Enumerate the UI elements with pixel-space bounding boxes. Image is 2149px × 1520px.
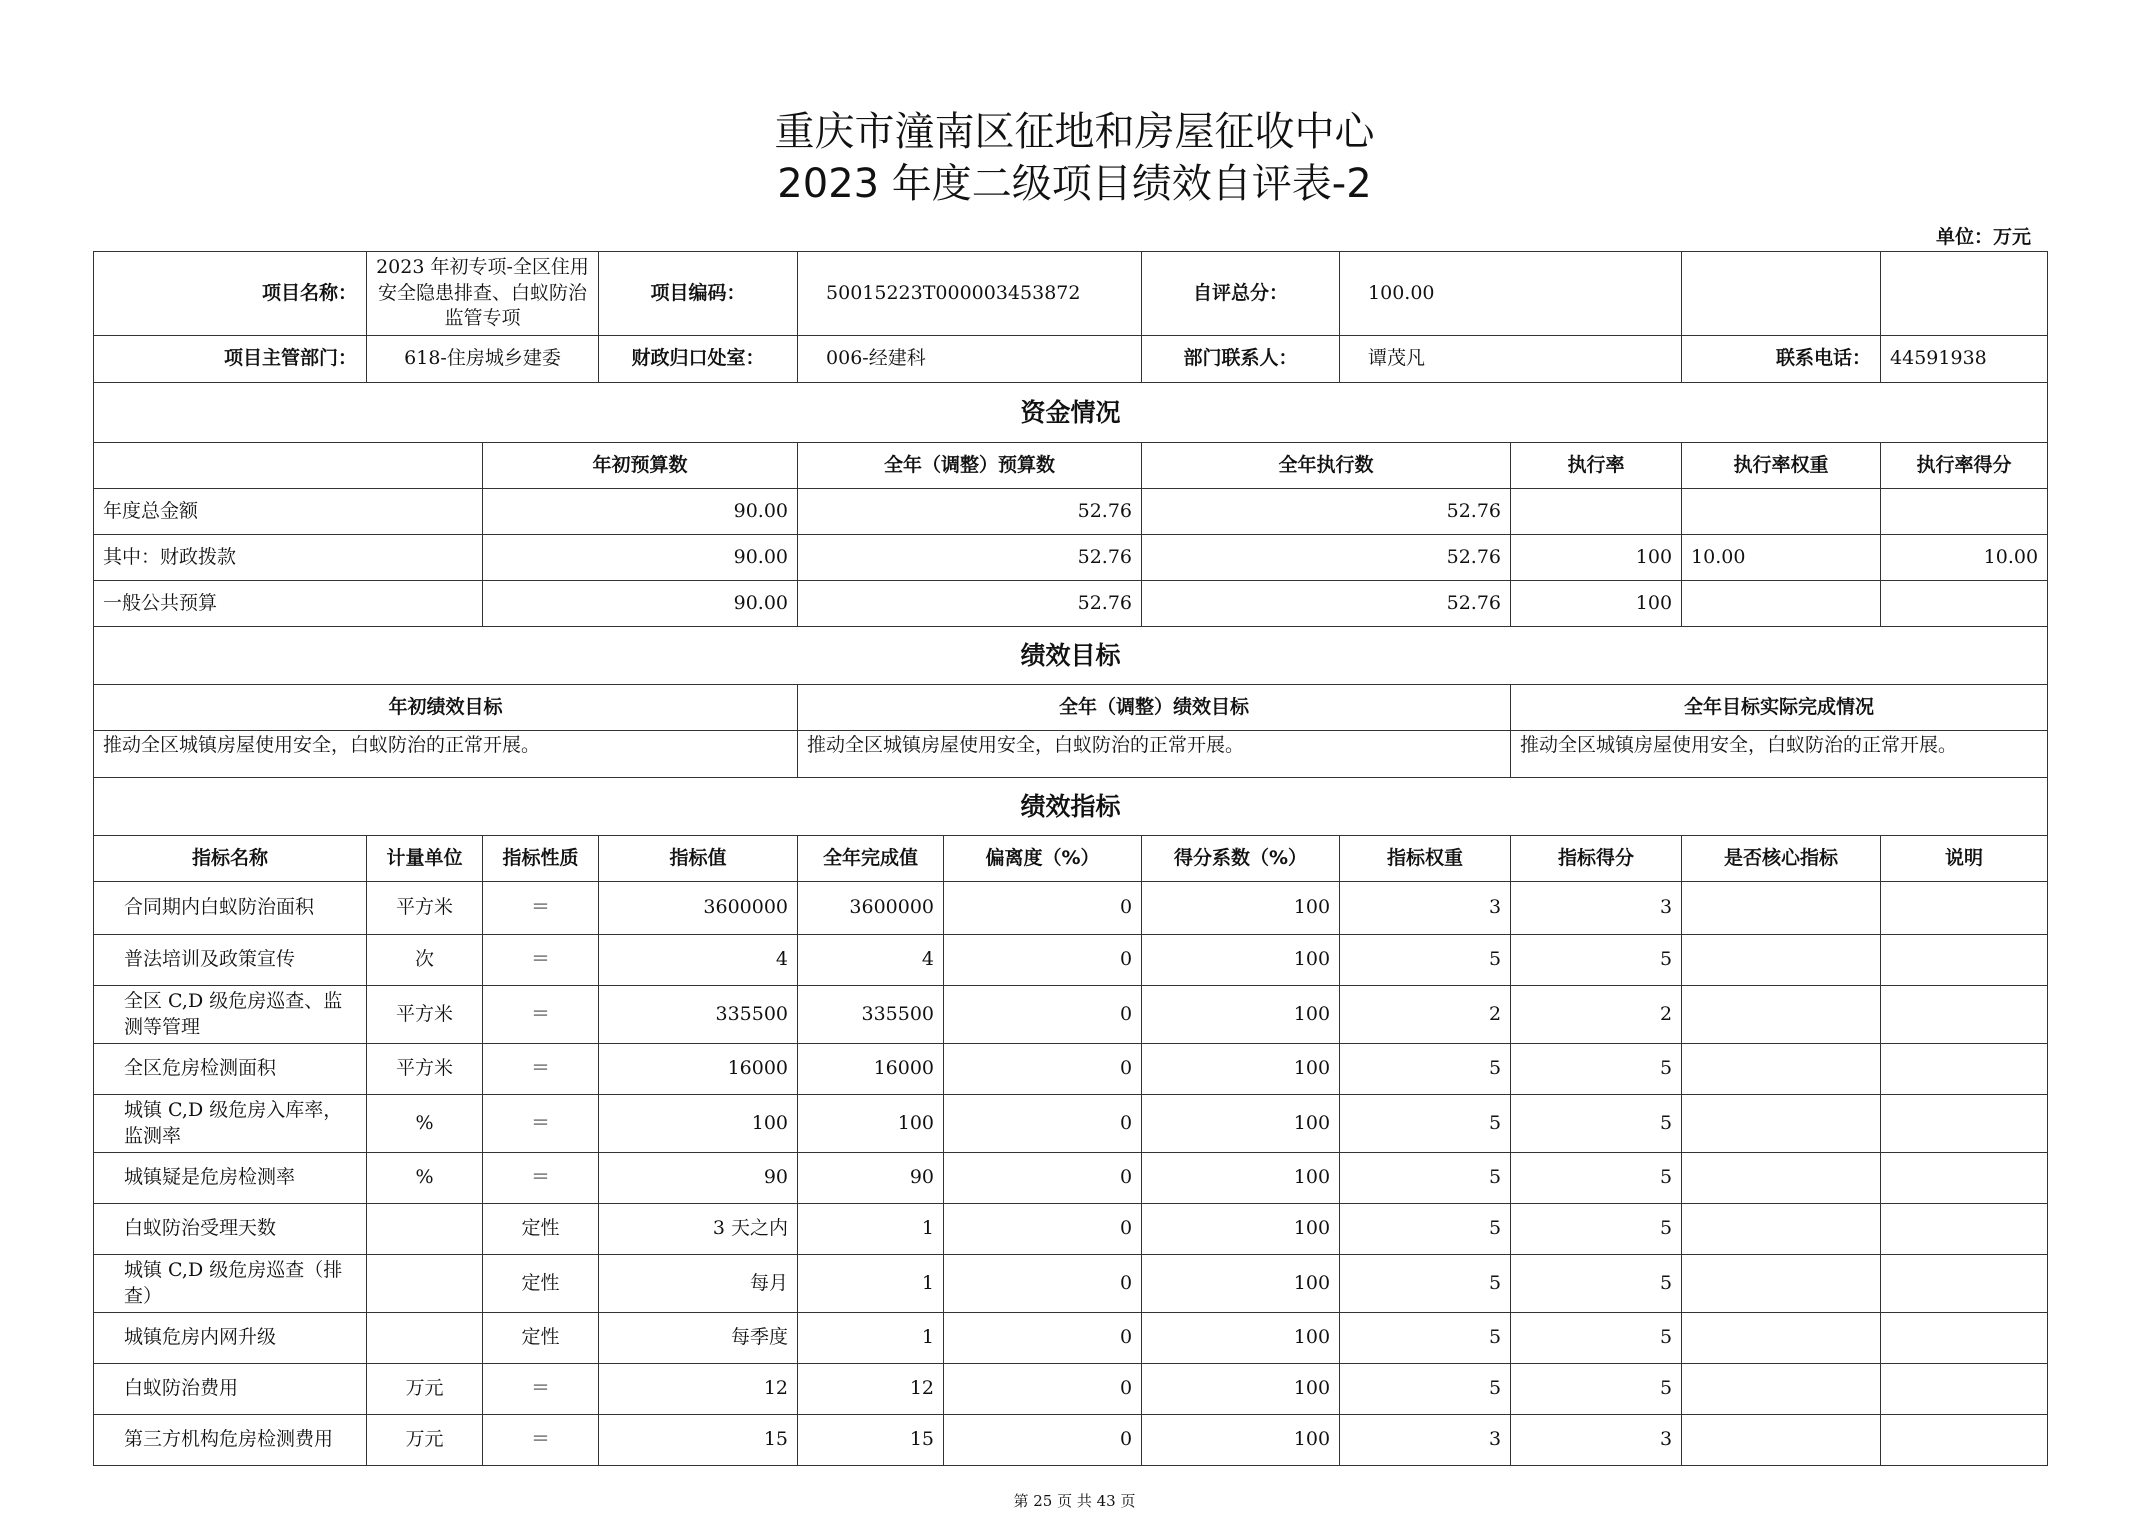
indicator-row [94,935,2048,986]
indicator-cell [367,1313,483,1364]
indicator-cell: 0 [944,986,1142,1044]
indicator-cell [1682,1255,1881,1313]
indicator-cell: % [367,1095,483,1153]
funds-cell [1881,489,2048,535]
funds-header: 全年执行数 [1142,443,1511,489]
indicator-cell: 3 [1511,882,1682,935]
page-subtitle: 2023 年度二级项目绩效自评表-2 [777,161,1372,207]
indicator-cell: 3 [1511,1415,1682,1466]
indicator-cell: 平方米 [367,882,483,935]
indicator-cell: 5 [1511,1095,1682,1153]
indicator-cell: 90 [599,1153,798,1204]
funds-cell: 100 [1511,581,1682,627]
project-code-value: 50015223T000003453872 [798,252,1142,336]
indicator-cell: 100 [798,1095,944,1153]
indicator-cell: 0 [944,1153,1142,1204]
indicator-header: 指标得分 [1511,836,1682,882]
goals-header: 年初绩效目标 [94,685,798,731]
indicator-cell: 100 [1142,1204,1340,1255]
indicator-cell: ＝ [483,882,599,935]
indicator-cell: 定性 [483,1255,599,1313]
indicator-cell: 0 [944,1415,1142,1466]
indicator-cell: 100 [1142,935,1340,986]
indicator-row [94,1313,2048,1364]
indicator-cell: 5 [1340,1095,1511,1153]
indicator-header: 说明 [1881,836,2048,882]
indicator-row [94,986,2048,1044]
goals-value-row [94,731,2048,778]
funds-cell [1881,581,2048,627]
indicator-cell [1682,1313,1881,1364]
funds-section-title: 资金情况 [94,383,2048,443]
indicator-cell: 全区危房检测面积 [94,1044,367,1095]
phone-label: 联系电话： [1682,336,1881,383]
indicator-cell: 5 [1511,1204,1682,1255]
goal-value: 推动全区城镇房屋使用安全，白蚁防治的正常开展。 [1511,731,2048,778]
indicator-cell: 平方米 [367,1044,483,1095]
indicator-cell [1682,986,1881,1044]
indicator-cell: 335500 [798,986,944,1044]
contact-value: 谭茂凡 [1340,336,1682,383]
indicator-cell: 5 [1340,1255,1511,1313]
goals-header: 全年目标实际完成情况 [1511,685,2048,731]
indicator-cell: 0 [944,1095,1142,1153]
indicator-cell [1881,1415,2048,1466]
indicator-cell: 3600000 [599,882,798,935]
indicator-cell: 5 [1340,1364,1511,1415]
page-title: 重庆市潼南区征地和房屋征收中心 [774,109,1375,155]
indicator-cell: 100 [1142,1313,1340,1364]
indicator-header: 得分系数（%） [1142,836,1340,882]
indicator-row [94,1415,2048,1466]
indicator-cell: 16000 [798,1044,944,1095]
funds-cell: 52.76 [1142,535,1511,581]
indicator-cell: 100 [1142,1044,1340,1095]
indicator-row [94,1095,2048,1153]
indicator-row [94,1204,2048,1255]
indicator-cell: 0 [944,1044,1142,1095]
indicator-header: 计量单位 [367,836,483,882]
indicator-cell: 3 [1340,1415,1511,1466]
indicator-cell: 0 [944,1255,1142,1313]
indicator-cell: 每月 [599,1255,798,1313]
indicator-cell: 5 [1511,1364,1682,1415]
funds-cell: 10.00 [1682,535,1881,581]
indicator-cell [1881,1313,2048,1364]
indicator-cell: 5 [1340,1204,1511,1255]
indicator-header: 偏离度（%） [944,836,1142,882]
funds-cell: 一般公共预算 [94,581,483,627]
indicator-cell [367,1204,483,1255]
indicator-cell: 每季度 [599,1313,798,1364]
indicator-cell: 4 [798,935,944,986]
indicator-cell: 0 [944,1204,1142,1255]
indicator-row [94,1364,2048,1415]
indicator-cell: 白蚁防治费用 [94,1364,367,1415]
indicator-cell: 4 [599,935,798,986]
indicator-cell: 城镇 C,D 级危房巡查（排查） [94,1255,367,1313]
indicator-cell: ＝ [483,935,599,986]
score-label: 自评总分： [1142,252,1340,336]
indicator-cell [1682,1153,1881,1204]
indicator-cell [1881,1255,2048,1313]
indicator-cell: 0 [944,882,1142,935]
indicator-cell: 普法培训及政策宣传 [94,935,367,986]
funds-header: 执行率得分 [1881,443,2048,489]
indicator-cell [1682,882,1881,935]
indicator-cell: 万元 [367,1415,483,1466]
funds-header: 执行率 [1511,443,1682,489]
funds-cell [1682,489,1881,535]
funds-cell: 90.00 [483,489,798,535]
funds-cell: 100 [1511,535,1682,581]
funds-cell [1511,489,1682,535]
funds-header: 年初预算数 [483,443,798,489]
indicator-cell: 100 [1142,882,1340,935]
funds-cell: 52.76 [1142,581,1511,627]
indicator-cell [1682,1044,1881,1095]
indicator-cell: 12 [599,1364,798,1415]
indicator-cell: 100 [1142,1095,1340,1153]
indicator-cell: 100 [599,1095,798,1153]
indicator-cell: 5 [1340,1313,1511,1364]
funds-cell: 年度总金额 [94,489,483,535]
indicator-cell [1881,1204,2048,1255]
indicator-cell: 3600000 [798,882,944,935]
funds-cell: 52.76 [798,535,1142,581]
indicator-cell: 第三方机构危房检测费用 [94,1415,367,1466]
indicator-cell [1881,1095,2048,1153]
indicator-cell: ＝ [483,1153,599,1204]
funds-header: 全年（调整）预算数 [798,443,1142,489]
indicator-cell: 5 [1511,1313,1682,1364]
funds-cell: 10.00 [1881,535,2048,581]
indicator-cell: 2 [1511,986,1682,1044]
indicator-cell: 100 [1142,1415,1340,1466]
indicator-cell: 100 [1142,1153,1340,1204]
indicator-cell: 1 [798,1255,944,1313]
indicator-row [94,1044,2048,1095]
indicator-cell [1881,1044,2048,1095]
indicator-cell [1881,1364,2048,1415]
indicator-header: 指标权重 [1340,836,1511,882]
indicator-row [94,1153,2048,1204]
indicator-cell: 0 [944,1313,1142,1364]
indicator-cell: 次 [367,935,483,986]
indicator-row [94,1255,2048,1313]
goals-header: 全年（调整）绩效目标 [798,685,1511,731]
funds-cell: 90.00 [483,535,798,581]
indicator-cell [367,1255,483,1313]
indicator-cell: % [367,1153,483,1204]
indicator-cell: 5 [1511,1255,1682,1313]
indicator-cell [1881,986,2048,1044]
indicator-cell: 平方米 [367,986,483,1044]
funds-row [94,581,2048,627]
score-value: 100.00 [1340,252,1682,336]
goals-header-row [94,685,2048,731]
indicator-cell: 3 [1340,882,1511,935]
indicator-cell: 100 [1142,1255,1340,1313]
finance-label: 财政归口处室： [599,336,798,383]
page-footer: 第 25 页 共 43 页 [1013,1492,1136,1510]
funds-row [94,489,2048,535]
dept-value: 618-住房城乡建委 [367,336,599,383]
indicator-header: 指标名称 [94,836,367,882]
indicator-cell: 定性 [483,1204,599,1255]
funds-cell: 52.76 [798,581,1142,627]
indicator-cell [1881,882,2048,935]
goal-value: 推动全区城镇房屋使用安全，白蚁防治的正常开展。 [798,731,1511,778]
indicator-cell: 5 [1511,1153,1682,1204]
indicator-cell: 城镇危房内网升级 [94,1313,367,1364]
indicator-cell [1682,1364,1881,1415]
indicator-cell: 城镇疑是危房检测率 [94,1153,367,1204]
funds-row [94,535,2048,581]
indicator-cell: 3 天之内 [599,1204,798,1255]
indicator-cell: 335500 [599,986,798,1044]
indicator-cell: ＝ [483,1095,599,1153]
indicator-cell: 5 [1511,935,1682,986]
indicator-cell: 定性 [483,1313,599,1364]
indicator-cell: 1 [798,1313,944,1364]
indicator-cell [1682,1415,1881,1466]
indicator-cell: 0 [944,1364,1142,1415]
indicator-cell: ＝ [483,1044,599,1095]
indicator-cell [1682,935,1881,986]
indicator-cell: 5 [1340,935,1511,986]
indicators-section-title: 绩效指标 [94,778,2048,836]
indicator-cell: 2 [1340,986,1511,1044]
indicators-header-row [94,836,2048,882]
funds-cell [1682,581,1881,627]
indicator-cell: 90 [798,1153,944,1204]
indicator-cell: 全区 C,D 级危房巡查、监测等管理 [94,986,367,1044]
indicator-cell: 5 [1340,1044,1511,1095]
indicator-cell: 1 [798,1204,944,1255]
indicator-cell: 12 [798,1364,944,1415]
dept-row [94,336,2048,383]
indicator-cell [1682,1204,1881,1255]
funds-header-row [94,443,2048,489]
project-name-value: 2023 年初专项-全区住用安全隐患排查、白蚁防治监管专项 [367,252,599,336]
unit-label: 单位：万元 [1935,226,2031,248]
indicator-row [94,882,2048,935]
indicator-cell [1881,1153,2048,1204]
funds-cell: 其中：财政拨款 [94,535,483,581]
indicator-cell: 合同期内白蚁防治面积 [94,882,367,935]
indicator-cell: ＝ [483,1364,599,1415]
project-row [94,252,2048,336]
indicator-cell: 0 [944,935,1142,986]
indicator-cell: 5 [1340,1153,1511,1204]
indicator-cell: 15 [798,1415,944,1466]
indicator-header: 指标性质 [483,836,599,882]
indicator-cell: 100 [1142,1364,1340,1415]
indicator-cell: 16000 [599,1044,798,1095]
funds-header: 执行率权重 [1682,443,1881,489]
indicator-cell [1881,935,2048,986]
funds-cell: 90.00 [483,581,798,627]
evaluation-table [93,251,2048,1466]
goals-section-title: 绩效目标 [94,627,2048,685]
contact-label: 部门联系人： [1142,336,1340,383]
finance-value: 006-经建科 [798,336,1142,383]
phone-value: 44591938 [1881,336,2048,383]
indicator-header: 指标值 [599,836,798,882]
dept-label: 项目主管部门： [94,336,367,383]
indicator-cell: 5 [1511,1044,1682,1095]
indicator-cell [1682,1095,1881,1153]
indicator-cell: 万元 [367,1364,483,1415]
project-code-label: 项目编码： [599,252,798,336]
goal-value: 推动全区城镇房屋使用安全，白蚁防治的正常开展。 [94,731,798,778]
indicator-header: 是否核心指标 [1682,836,1881,882]
indicator-cell: 白蚁防治受理天数 [94,1204,367,1255]
indicator-cell: 城镇 C,D 级危房入库率，监测率 [94,1095,367,1153]
indicator-cell: 15 [599,1415,798,1466]
indicator-header: 全年完成值 [798,836,944,882]
indicator-cell: ＝ [483,1415,599,1466]
funds-cell: 52.76 [1142,489,1511,535]
indicator-cell: ＝ [483,986,599,1044]
funds-cell: 52.76 [798,489,1142,535]
project-name-label: 项目名称： [94,252,367,336]
indicator-cell: 100 [1142,986,1340,1044]
